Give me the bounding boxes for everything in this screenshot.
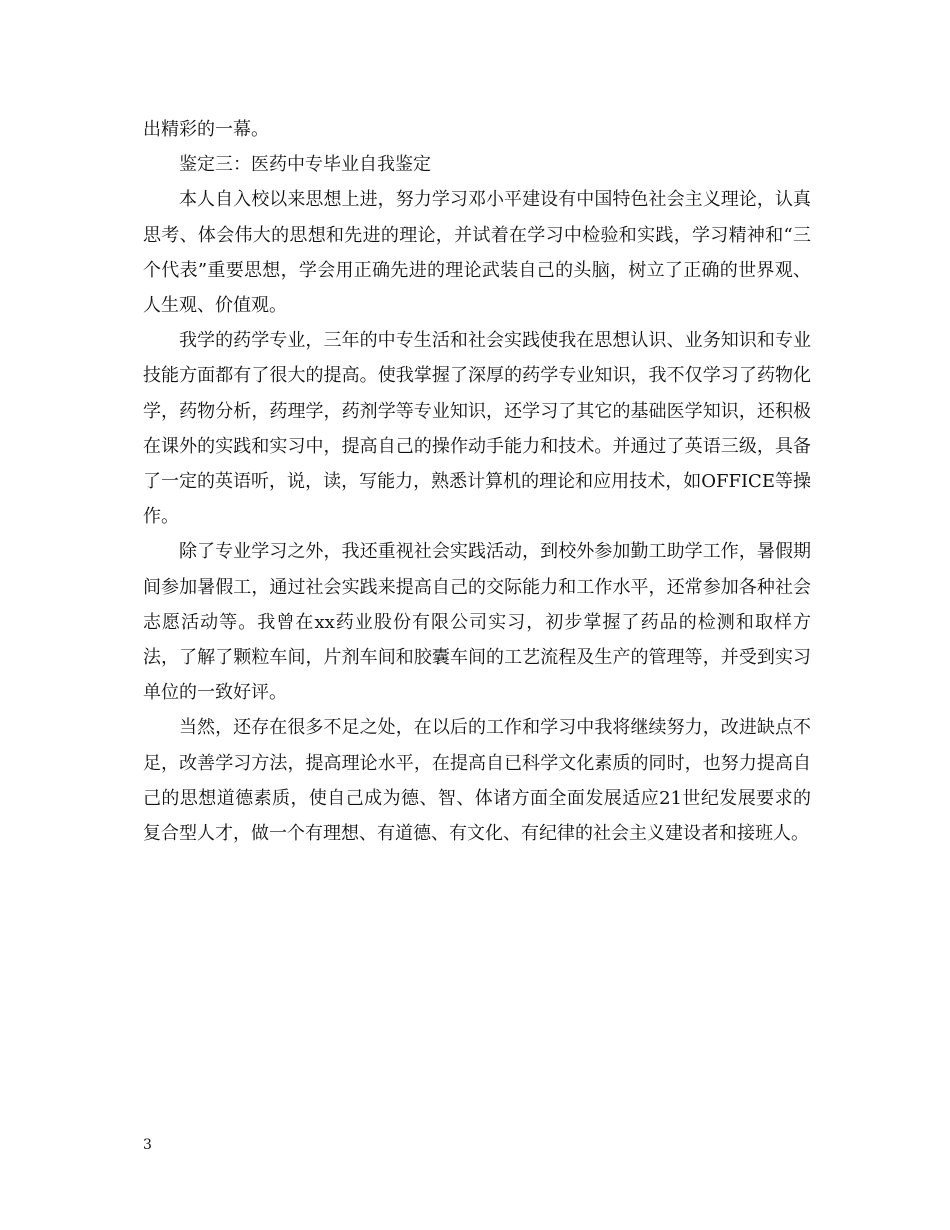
paragraph-thought: 本人自入校以来思想上进，努力学习邓小平建设有中国特色社会主义理论，认真思考、体会伟大的思想和先进的理论，并试着在学习中检验和实践，学习精神和“三个代表”重要思想，学会用正确先进的理论武装自己的头脑，树立了正确的世界观、人生观、价值观。 [143, 189, 811, 317]
document-body [143, 112, 811, 851]
paragraph-conclusion: 当然，还存在很多不足之处，在以后的工作和学习中我将继续努力，改进缺点不足，改善学习方法，提高理论水平，在提高自已科学文化素质的同时，也努力提高自己的思想道德素质，使自己成为德、智、体诸方面全面发展适应21世纪发展要求的复合型人才，做一个有理想、有道德、有文化、有纪律的社会主义建设者和接班人。 [143, 717, 811, 845]
paragraph-study: 我学的药学专业，三年的中专生活和社会实践使我在思想认识、业务知识和专业技能方面都有了很大的提高。使我掌握了深厚的药学专业知识，我不仅学习了药物化学，药物分析，药理学，药剂学等专业知识，还学习了其它的基础医学知识，还积极在课外的实践和实习中，提高自己的操作动手能力和技术。并通过了英语三级，具备了一定的英语听，说，读，写能力，熟悉计算机的理论和应用技术，如OFFICE等操作。 [143, 330, 811, 528]
section-heading: 鉴定三：医药中专毕业自我鉴定 [179, 154, 431, 176]
paragraph-continuation: 出精彩的一幕。 [143, 119, 269, 140]
page-number: 3 [143, 1137, 152, 1153]
paragraph-practice: 除了专业学习之外，我还重视社会实践活动，到校外参加勤工助学工作，暑假期间参加暑假工，通过社会实践来提高自己的交际能力和工作水平，还常参加各种社会志愿活动等。我曾在xx药业股份有限公司实习，初步掌握了药品的检测和取样方法，了解了颗粒车间，片剂车间和胶囊车间的工艺流程及生产的管理等，并受到实习单位的一致好评。 [143, 541, 811, 704]
